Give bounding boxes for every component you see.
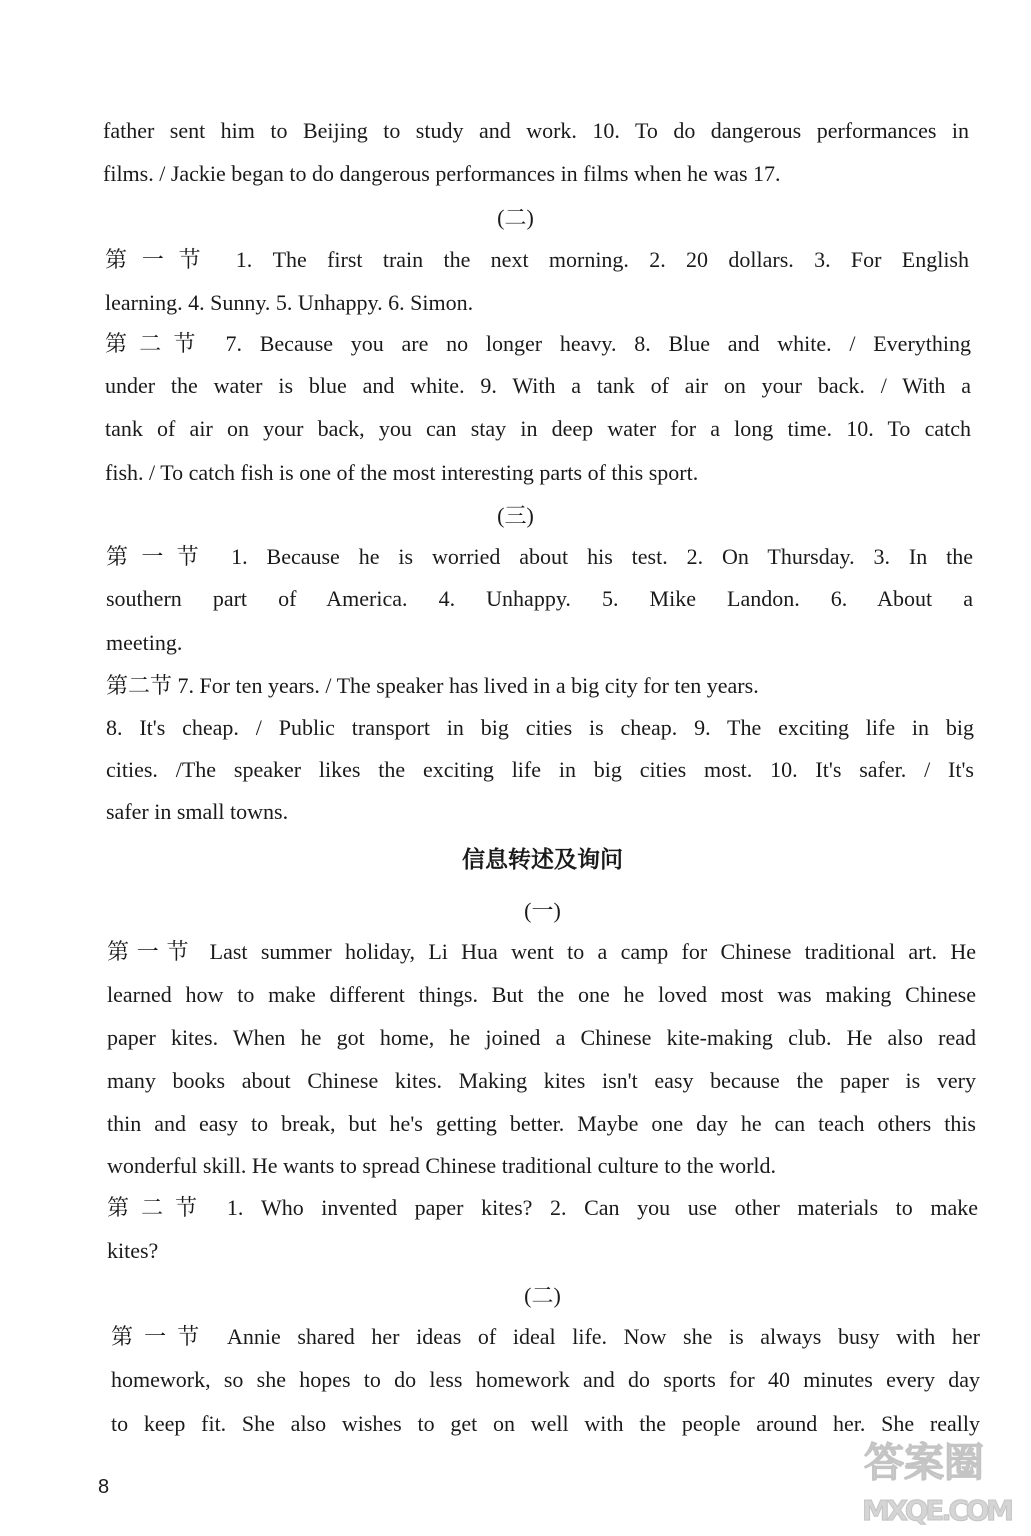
text-line: 第一节 1. Because he is worried about his test. 2. On Thursday. 3. In the — [106, 544, 973, 569]
text-line: cities. /The speaker likes the exciting life in big cities most. 10. It's safer. / It's — [106, 757, 974, 782]
text-line: paper kites. When he got home, he joined a Chinese kite-making club. He also read — [107, 1025, 976, 1050]
section-title: 信息转述及询问 — [462, 847, 623, 873]
text-line: 第一节 1. The first train the next morning. 2. 20 dollars. 3. For English — [105, 247, 969, 272]
watermark-url: MXQE.COM — [862, 1494, 1014, 1527]
text-line: wonderful skill. He wants to spread Chinese traditional culture to the world. — [107, 1153, 777, 1178]
watermark-text: 答案圈 — [864, 1440, 984, 1486]
section-heading: (二) — [524, 1283, 561, 1308]
text-line: 第二节 7. For ten years. / The speaker has lived in a big city for ten years. — [106, 673, 759, 698]
text-line: films. / Jackie began to do dangerous performances in films when he was 17. — [103, 161, 781, 186]
text-line: 8. It's cheap. / Public transport in big cities is cheap. 9. The exciting life in big — [106, 715, 974, 740]
text-line: fish. / To catch fish is one of the most interesting parts of this sport. — [105, 460, 699, 485]
text-line: southern part of America. 4. Unhappy. 5. Mike Landon. 6. About a — [106, 586, 973, 611]
text-line: to keep fit. She also wishes to get on well with the people around her. She really — [111, 1411, 980, 1436]
text-line: safer in small towns. — [106, 799, 289, 824]
text-line: thin and easy to break, but he's getting better. Maybe one day he can teach others this — [107, 1111, 976, 1136]
text-line: homework, so she hopes to do less homework and do sports for 40 minutes every day — [111, 1367, 980, 1392]
text-line: learned how to make different things. But the one he loved most was making Chinese — [107, 982, 976, 1007]
section-heading: (三) — [497, 503, 534, 528]
watermark-logo — [858, 1432, 1018, 1528]
page-number: 8 — [98, 1476, 110, 1498]
section-heading: (二) — [497, 205, 534, 230]
text-line: learning. 4. Sunny. 5. Unhappy. 6. Simon. — [105, 290, 474, 315]
text-line: 第一节 Last summer holiday, Li Hua went to a camp for Chinese traditional art. He — [107, 939, 976, 964]
text-line: many books about Chinese kites. Making kites isn't easy because the paper is very — [107, 1068, 976, 1093]
text-line: tank of air on your back, you can stay in deep water for a long time. 10. To catch — [105, 416, 971, 441]
text-line: father sent him to Beijing to study and work. 10. To do dangerous performances in — [103, 118, 969, 143]
text-line: meeting. — [106, 630, 183, 655]
text-line: under the water is blue and white. 9. With a tank of air on your back. / With a — [105, 373, 971, 398]
text-line: kites? — [107, 1238, 159, 1263]
text-line: 第一节 Annie shared her ideas of ideal life. Now she is always busy with her — [111, 1324, 980, 1349]
text-line: 第二节 1. Who invented paper kites? 2. Can you use other materials to make — [107, 1195, 978, 1220]
section-heading: (一) — [524, 898, 561, 923]
text-line: 第二节 7. Because you are no longer heavy. 8. Blue and white. / Everything — [105, 331, 971, 356]
